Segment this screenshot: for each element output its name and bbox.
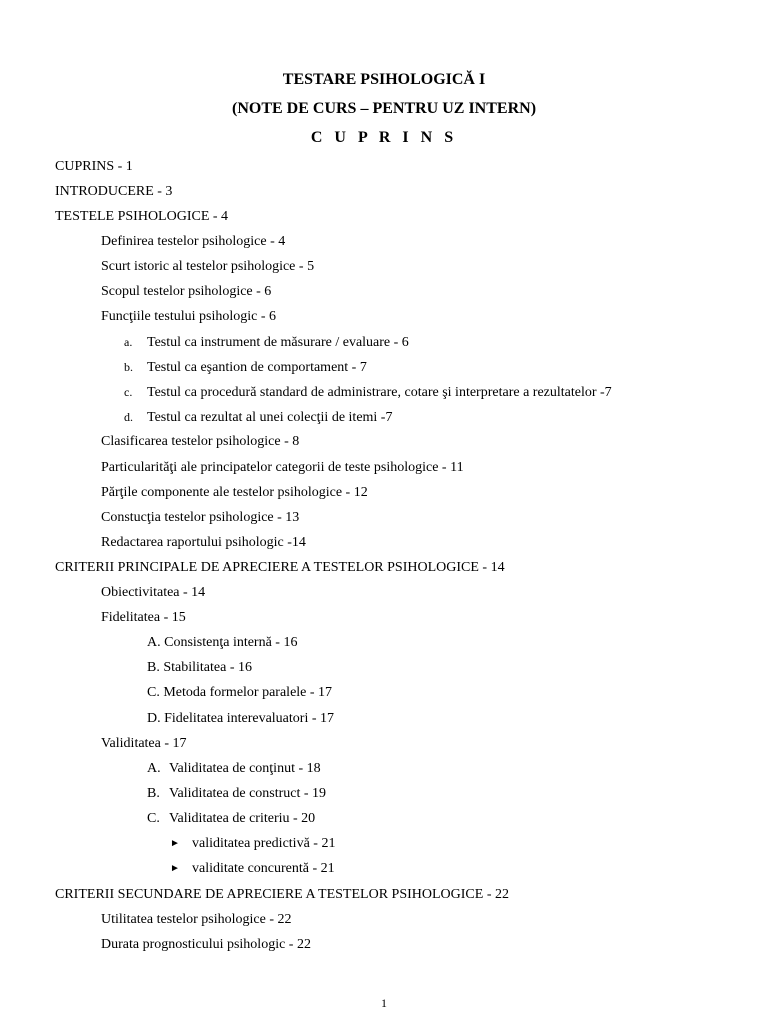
toc-entry-criterii-secundare: CRITERII SECUNDARE DE APRECIERE A TESTELOR PSIHOLOGICE - 22	[55, 887, 509, 902]
toc-entry: Părţile componente ale testelor psihologice - 12	[101, 485, 368, 500]
toc-subentry: C. Metoda formelor paralele - 17	[147, 685, 333, 700]
toc-entry-cuprins: CUPRINS - 1	[55, 159, 133, 174]
toc-subentry: B. Validitatea de construct - 19	[147, 786, 327, 801]
triangle-bullet-icon: ►	[170, 838, 180, 849]
toc-entry: Redactarea raportului psihologic -14	[101, 535, 306, 550]
toc-entry: Definirea testelor psihologice - 4	[101, 234, 286, 249]
toc-entry-introducere: INTRODUCERE - 3	[55, 184, 173, 199]
list-marker: d.	[124, 410, 133, 424]
list-marker: c.	[124, 385, 133, 399]
toc-subentry: c. Testul ca procedură standard de administrare, cotare şi interpretare a rezultatelor -7	[124, 385, 612, 400]
toc-entry: Constucţia testelor psihologice - 13	[101, 510, 300, 525]
toc-subentry: B. Stabilitatea - 16	[147, 660, 252, 675]
toc-entry-criterii-principale: CRITERII PRINCIPALE DE APRECIERE A TESTELOR PSIHOLOGICE - 14	[55, 560, 505, 575]
toc-entry: Scurt istoric al testelor psihologice - 5	[101, 259, 315, 274]
toc-subentry: b. Testul ca eşantion de comportament - 7	[124, 360, 367, 375]
toc-entry: Utilitatea testelor psihologice - 22	[101, 912, 292, 927]
toc-entry: Validitatea - 17	[101, 736, 187, 751]
toc-entry: Fidelitatea - 15	[101, 610, 186, 625]
list-marker: b.	[124, 360, 133, 374]
toc-subentry: d. Testul ca rezultat al unei colecţii de itemi -7	[124, 410, 393, 425]
toc-entry: Funcţiile testului psihologic - 6	[101, 309, 276, 324]
page-number: 1	[381, 996, 387, 1010]
toc-bullet-entry: ► validitatea predictivă - 21	[170, 836, 336, 851]
toc-subentry: C. Validitatea de criteriu - 20	[147, 811, 316, 826]
toc-subentry: a. Testul ca instrument de măsurare / evaluare - 6	[124, 335, 409, 350]
list-marker: B.	[147, 786, 160, 801]
list-marker: a.	[124, 335, 133, 349]
list-marker: C.	[147, 811, 160, 826]
toc-subentry: A. Validitatea de conţinut - 18	[147, 761, 321, 776]
toc-entry: Obiectivitatea - 14	[101, 585, 206, 600]
toc-entry-testele-psihologice: TESTELE PSIHOLOGICE - 4	[55, 209, 229, 224]
toc-entry: Clasificarea testelor psihologice - 8	[101, 434, 300, 449]
document-subtitle: (NOTE DE CURS – PENTRU UZ INTERN)	[231, 100, 537, 117]
toc-entry: Durata prognosticului psihologic - 22	[101, 937, 311, 952]
toc-subentry: A. Consistenţa internă - 16	[147, 635, 298, 650]
document-title: TESTARE PSIHOLOGICĂ I	[282, 71, 486, 88]
toc-entry: Particularităţi ale principatelor categorii de teste psihologice - 11	[101, 460, 464, 475]
toc-bullet-entry: ► validitate concurentă - 21	[170, 861, 335, 876]
triangle-bullet-icon: ►	[170, 863, 180, 874]
contents-heading: C U P R I N S	[310, 129, 458, 146]
list-marker: A.	[147, 761, 161, 776]
toc-entry: Scopul testelor psihologice - 6	[101, 284, 272, 299]
toc-subentry: D. Fidelitatea interevaluatori - 17	[147, 711, 334, 726]
